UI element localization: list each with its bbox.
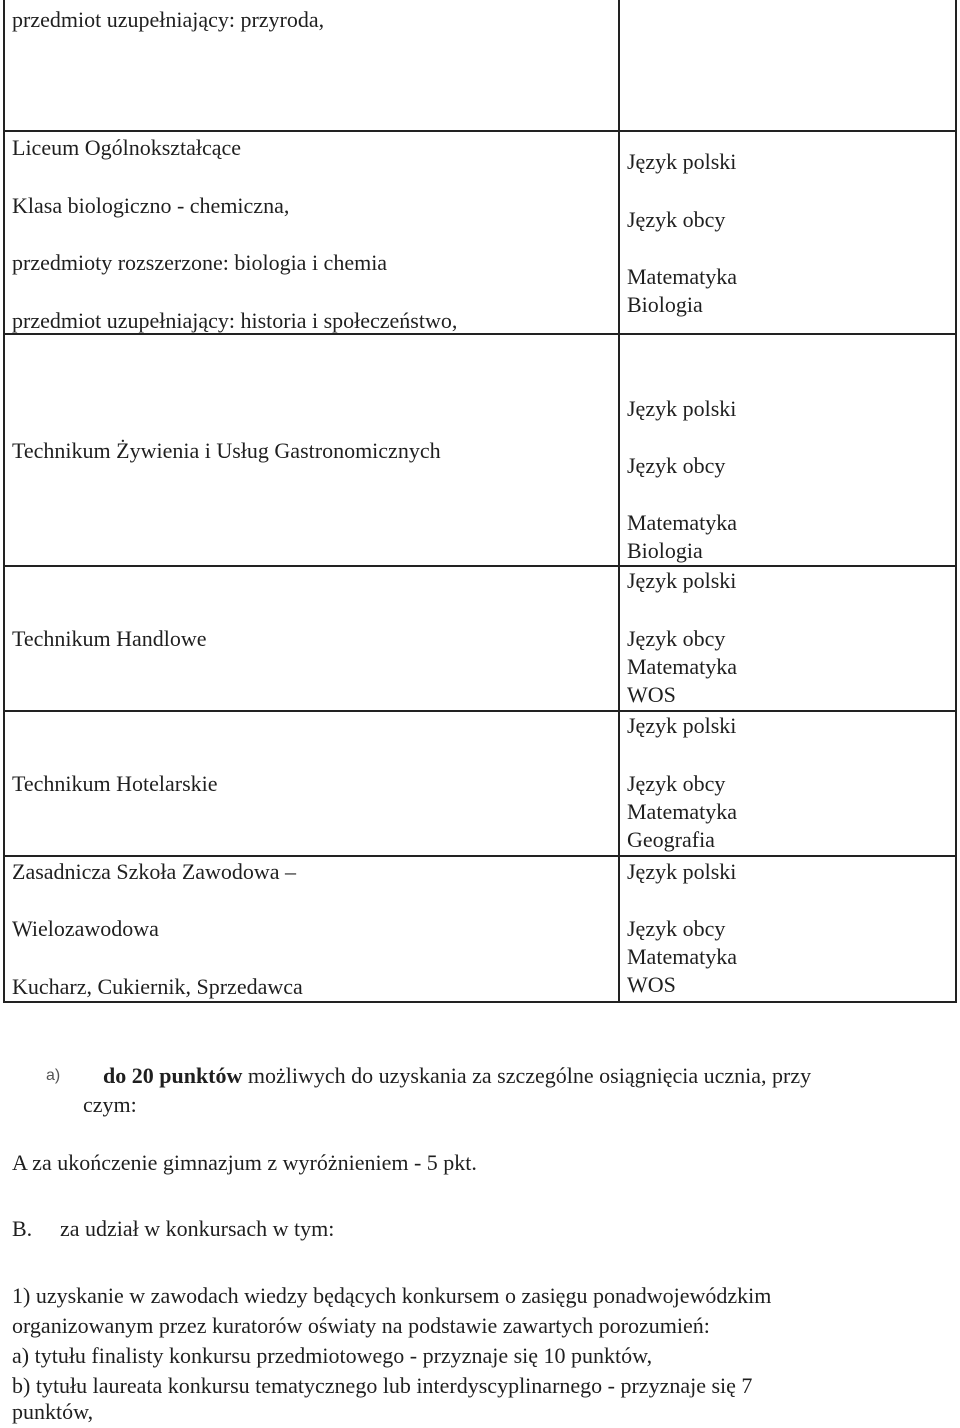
paragraph-item-A: A za ukończenie gimnazjum z wyróżnieniem - 5 pkt.	[12, 1150, 477, 1175]
subject-item: Biologia	[627, 538, 703, 563]
paragraph-item-1a: a) tytułu finalisty konkursu przedmiotowego - przyznaje się 10 punktów,	[12, 1343, 653, 1368]
subject-item: Matematyka	[627, 510, 737, 535]
subject-item: WOS	[627, 972, 676, 997]
paragraph-item-1b: b) tytułu laureata konkursu tematycznego lub interdyscyplinarnego - przyznaje się 7	[12, 1373, 753, 1398]
table-cell-text: przedmioty rozszerzone: biologia i chemia	[12, 250, 388, 275]
table-cell-text: Liceum Ogólnokształcące	[12, 135, 242, 160]
emphasis-text: do 20 punktów	[103, 1063, 243, 1088]
paragraph-text: organizowanym przez kuratorów oświaty na podstawie zawartych porozumień:	[12, 1313, 710, 1338]
paragraph-text: czym:	[83, 1092, 137, 1117]
table-cell-text: Technikum Hotelarskie	[12, 771, 218, 796]
table-cell-text: Kucharz, Cukiernik, Sprzedawca	[12, 974, 303, 999]
subject-item: Język polski	[627, 568, 737, 593]
subject-item: Język obcy	[627, 207, 726, 232]
table-cell-text: Wielozawodowa	[12, 916, 159, 941]
paragraph-text: możliwych do uzyskania za szczególne osiągnięcia ucznia, przy	[242, 1063, 812, 1088]
list-marker: a)	[46, 1067, 61, 1084]
table-cell-text: Klasa biologiczno - chemiczna,	[12, 193, 290, 218]
subject-item: Język obcy	[627, 771, 726, 796]
table-border-left	[3, 0, 5, 1003]
subject-item: Biologia	[627, 292, 703, 317]
subject-item: Język polski	[627, 859, 737, 884]
table-cell-text: przedmiot uzupełniający: przyroda,	[12, 7, 325, 32]
list-marker: B.	[12, 1216, 33, 1241]
subject-item: WOS	[627, 682, 676, 707]
table-border-right	[955, 0, 957, 1003]
paragraph-item-B: za udział w konkursach w tym:	[60, 1216, 335, 1241]
subject-item: Matematyka	[627, 944, 737, 969]
subject-item: Geografia	[627, 827, 715, 852]
subject-item: Język polski	[627, 396, 737, 421]
table-cell-text: przedmiot uzupełniający: historia i społeczeństwo,	[12, 308, 458, 333]
subject-item: Język obcy	[627, 916, 726, 941]
table-cell-text: Technikum Żywienia i Usług Gastronomicznych	[12, 438, 441, 463]
subject-item: Język polski	[627, 713, 737, 738]
subject-item: Matematyka	[627, 799, 737, 824]
paragraph-item-1: 1) uzyskanie w zawodach wiedzy będących konkursem o zasięgu ponadwojewódzkim	[12, 1283, 772, 1308]
subject-item: Język polski	[627, 149, 737, 174]
table-column-divider	[618, 0, 620, 1003]
row-divider	[3, 565, 957, 567]
subject-item: Język obcy	[627, 626, 726, 651]
table-border-bottom	[3, 1001, 957, 1003]
subject-item: Matematyka	[627, 654, 737, 679]
row-divider	[3, 130, 957, 132]
paragraph-text: punktów,	[12, 1399, 94, 1424]
subject-item: Język obcy	[627, 453, 726, 478]
subject-item: Matematyka	[627, 264, 737, 289]
table-cell-text: Technikum Handlowe	[12, 626, 207, 651]
table-cell-text: Zasadnicza Szkoła Zawodowa –	[12, 859, 297, 884]
row-divider	[3, 855, 957, 857]
paragraph-item-a	[103, 1062, 811, 1090]
row-divider	[3, 710, 957, 712]
